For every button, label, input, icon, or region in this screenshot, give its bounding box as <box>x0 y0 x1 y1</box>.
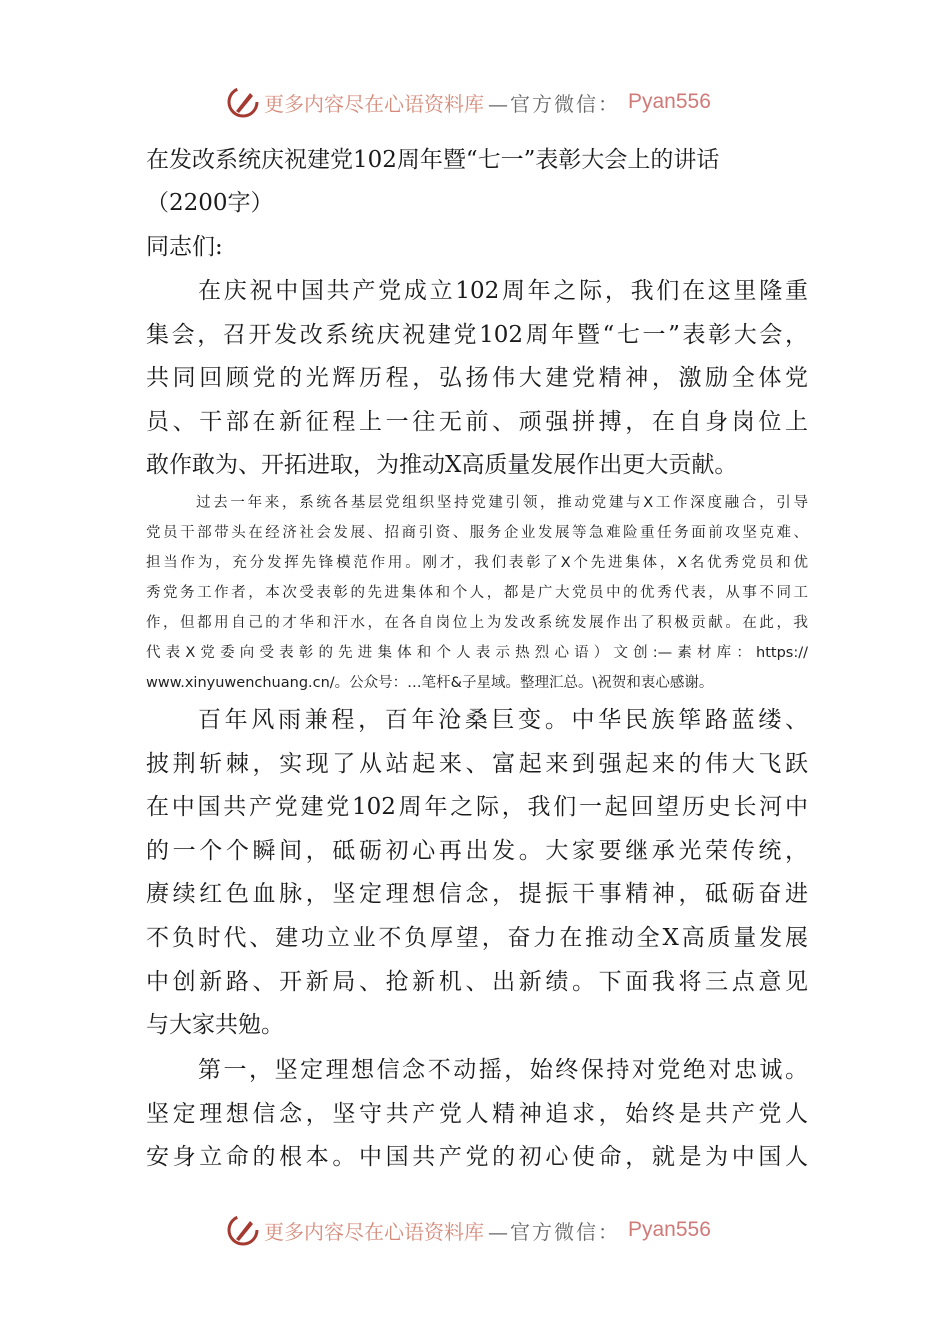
watermark-site: 更多内容尽在心语资料库 <box>264 91 484 116</box>
paragraph-line: 披荆斩棘，实现了从站起来、富起来到强起来的伟大飞跃 <box>146 750 808 777</box>
paragraph-line: 赓续红色血脉，坚定理想信念，提振干事精神，砥砺奋进 <box>146 881 808 908</box>
paragraph-line: 在庆祝中国共产党成立102周年之际，我们在这里隆重 <box>198 278 808 304</box>
document-word-count: （2200字） <box>146 190 274 216</box>
small-paragraph-line: 担当作为，充分发挥先锋模范作用。刚才，我们表彰了X个先进集体，X名优秀党员和优 <box>146 555 808 571</box>
watermark-site: 更多内容尽在心语资料库 <box>264 1219 484 1244</box>
watermark-wechat-id: Pyan556 <box>628 90 711 113</box>
paragraph-line: 员、干部在新征程上一往无前、顽强拼搏，在自身岗位上 <box>146 408 808 435</box>
paragraph-line: 共同回顾党的光辉历程，弘扬伟大建党精神，激励全体党 <box>146 365 808 392</box>
header-watermark <box>226 82 711 122</box>
small-paragraph-line: 作，但都用自己的才华和汗水，在各自岗位上为发改系统发展作出了积极贡献。在此，我 <box>146 615 808 631</box>
footer-watermark <box>226 1210 711 1250</box>
pen-logo-icon <box>226 1213 260 1247</box>
watermark-wechat-label: —官方微信： <box>488 1219 620 1244</box>
small-paragraph-line: www.xinyuwenchuang.cn/。公众号：…笔杆&子星域。整理汇总。\祝贺和衷心感谢。 <box>146 675 714 691</box>
paragraph-line: 安身立命的根本。中国共产党的初心使命，就是为中国人 <box>146 1144 808 1171</box>
document-title: 在发改系统庆祝建党102周年暨“七一”表彰大会上的讲话 <box>146 147 720 173</box>
watermark-wechat-label: —官方微信： <box>488 91 620 116</box>
paragraph-line: 坚定理想信念，坚守共产党人精神追求，始终是共产党人 <box>146 1100 808 1127</box>
small-paragraph-line: 代表X党委向受表彰的先进集体和个人表示热烈心语）文创:—素材库：https:// <box>146 645 808 661</box>
salutation: 同志们: <box>146 234 223 260</box>
paragraph-line: 与大家共勉。 <box>146 1012 284 1039</box>
small-paragraph-line: 秀党务工作者，本次受表彰的先进集体和个人，都是广大党员中的优秀代表，从事不同工 <box>146 585 808 601</box>
paragraph-line: 集会，召开发改系统庆祝建党102周年暨“七一”表彰大会， <box>146 321 808 348</box>
pen-logo-icon <box>226 85 260 119</box>
paragraph-line: 第一，坚定理想信念不动摇，始终保持对党绝对忠诚。 <box>198 1057 808 1083</box>
paragraph-line: 敢作敢为、开拓进取，为推动X高质量发展作出更大贡献。 <box>146 452 738 479</box>
paragraph-line: 的一个个瞬间，砥砺初心再出发。大家要继承光荣传统， <box>146 837 808 864</box>
paragraph-line: 在中国共产党建党102周年之际，我们一起回望历史长河中 <box>146 794 808 821</box>
small-paragraph-line: 党员干部带头在经济社会发展、招商引资、服务企业发展等急难险重任务面前攻坚克难、 <box>146 525 808 541</box>
small-paragraph-line: 过去一年来，系统各基层党组织坚持党建引领，推动党建与X工作深度融合，引导 <box>196 495 808 511</box>
watermark-wechat-id: Pyan556 <box>628 1218 711 1241</box>
paragraph-line: 不负时代、建功立业不负厚望，奋力在推动全X高质量发展 <box>146 925 808 951</box>
paragraph-line: 百年风雨兼程，百年沧桑巨变。中华民族筚路蓝缕、 <box>198 707 808 733</box>
paragraph-line: 中创新路、开新局、抢新机、出新绩。下面我将三点意见 <box>146 968 808 995</box>
